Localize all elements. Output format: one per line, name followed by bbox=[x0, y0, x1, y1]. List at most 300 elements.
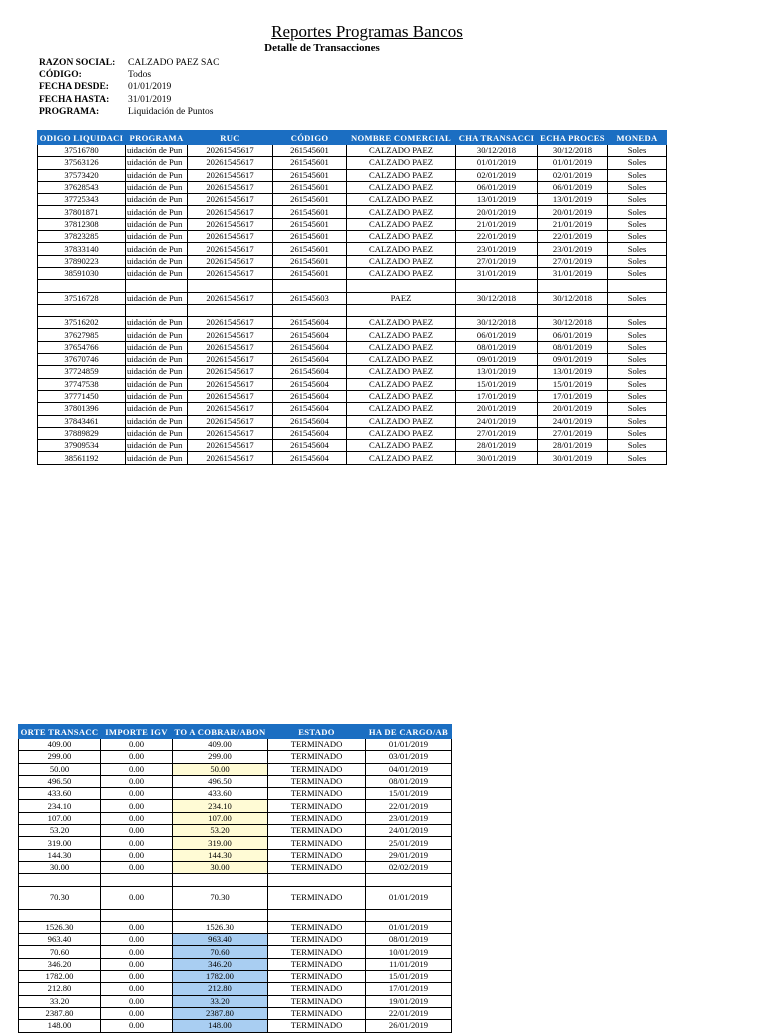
table-cell: 20261545617 bbox=[188, 243, 273, 255]
table-cell bbox=[456, 280, 538, 292]
table-cell: 261545601 bbox=[273, 255, 347, 267]
table-cell: uidación de Pun bbox=[126, 206, 188, 218]
meta-row-fecha-hasta bbox=[39, 94, 220, 106]
table-cell: TERMINADO bbox=[268, 751, 366, 763]
table-cell bbox=[101, 909, 173, 921]
table-cell: 30/12/2018 bbox=[538, 317, 608, 329]
table-cell: 01/01/2019 bbox=[366, 921, 452, 933]
table-cell: 37801871 bbox=[38, 206, 126, 218]
table-cell: Soles bbox=[608, 403, 667, 415]
table-cell: 319.00 bbox=[173, 837, 268, 849]
table-cell: 299.00 bbox=[173, 751, 268, 763]
table-cell: 0.00 bbox=[101, 934, 173, 946]
table-cell: CALZADO PAEZ bbox=[347, 218, 456, 230]
table-cell: TERMINADO bbox=[268, 1020, 366, 1032]
table-cell: Soles bbox=[608, 390, 667, 402]
table-cell: 20261545617 bbox=[188, 218, 273, 230]
table-cell: uidación de Pun bbox=[126, 181, 188, 193]
table-cell: 37833140 bbox=[38, 243, 126, 255]
table-cell: 22/01/2019 bbox=[366, 1007, 452, 1019]
table-cell: 963.40 bbox=[19, 934, 101, 946]
table-row bbox=[38, 169, 667, 181]
table-cell: 06/01/2019 bbox=[456, 181, 538, 193]
table-cell: 02/01/2019 bbox=[538, 169, 608, 181]
table-cell: CALZADO PAEZ bbox=[347, 354, 456, 366]
table-cell: CALZADO PAEZ bbox=[347, 329, 456, 341]
table-cell: uidación de Pun bbox=[126, 317, 188, 329]
table-cell: CALZADO PAEZ bbox=[347, 255, 456, 267]
table-cell: 261545601 bbox=[273, 169, 347, 181]
table-cell bbox=[366, 874, 452, 886]
table-cell: Soles bbox=[608, 415, 667, 427]
table-cell: 37670746 bbox=[38, 354, 126, 366]
table-cell: 22/01/2019 bbox=[456, 231, 538, 243]
table-row bbox=[19, 763, 452, 775]
table-cell: 0.00 bbox=[101, 958, 173, 970]
table-cell: 261545604 bbox=[273, 415, 347, 427]
table-cell: 13/01/2019 bbox=[456, 366, 538, 378]
meta-value: 01/01/2019 bbox=[128, 82, 172, 93]
table-cell: 261545601 bbox=[273, 181, 347, 193]
table-cell: 261545604 bbox=[273, 354, 347, 366]
table-cell: TERMINADO bbox=[268, 812, 366, 824]
table-cell: uidación de Pun bbox=[126, 231, 188, 243]
table-cell: 20261545617 bbox=[188, 169, 273, 181]
table-cell: 409.00 bbox=[19, 739, 101, 751]
table-cell: 37573420 bbox=[38, 169, 126, 181]
table-cell: 144.30 bbox=[173, 849, 268, 861]
table-cell: 04/01/2019 bbox=[366, 763, 452, 775]
table-cell: uidación de Pun bbox=[126, 157, 188, 169]
table-cell: TERMINADO bbox=[268, 837, 366, 849]
table-row bbox=[38, 415, 667, 427]
table-cell: 37890223 bbox=[38, 255, 126, 267]
table-cell: 319.00 bbox=[19, 837, 101, 849]
table-cell: Soles bbox=[608, 366, 667, 378]
table-row bbox=[38, 206, 667, 218]
table-cell: 2387.80 bbox=[173, 1007, 268, 1019]
table-cell: TERMINADO bbox=[268, 983, 366, 995]
meta-value: 31/01/2019 bbox=[128, 94, 172, 105]
table-cell: 70.30 bbox=[19, 886, 101, 909]
table-cell: 261545601 bbox=[273, 267, 347, 279]
table-cell: 31/01/2019 bbox=[456, 267, 538, 279]
column-header: MONEDA bbox=[608, 131, 667, 145]
table-cell: 261545601 bbox=[273, 218, 347, 230]
table-cell: TERMINADO bbox=[268, 958, 366, 970]
table-cell: 15/01/2019 bbox=[366, 971, 452, 983]
table-row bbox=[38, 440, 667, 452]
table-cell bbox=[126, 280, 188, 292]
table-cell: 28/01/2019 bbox=[538, 440, 608, 452]
spacer-row bbox=[19, 909, 452, 921]
table-cell: 107.00 bbox=[173, 812, 268, 824]
table-cell: 37843461 bbox=[38, 415, 126, 427]
table-cell: 13/01/2019 bbox=[456, 194, 538, 206]
table-cell: 212.80 bbox=[173, 983, 268, 995]
table-cell: uidación de Pun bbox=[126, 267, 188, 279]
amounts-table bbox=[18, 724, 452, 1033]
table-cell: Soles bbox=[608, 354, 667, 366]
table-row bbox=[19, 995, 452, 1007]
table-row bbox=[19, 788, 452, 800]
table-cell: Soles bbox=[608, 255, 667, 267]
table-row bbox=[19, 958, 452, 970]
table-cell bbox=[38, 280, 126, 292]
column-header: ECHA PROCES bbox=[538, 131, 608, 145]
table-row bbox=[19, 983, 452, 995]
spacer-row bbox=[19, 874, 452, 886]
table-cell: 30/12/2018 bbox=[538, 292, 608, 304]
table-row bbox=[19, 971, 452, 983]
table-cell: 261545604 bbox=[273, 427, 347, 439]
table-cell: 37563126 bbox=[38, 157, 126, 169]
table-cell: 30/12/2018 bbox=[456, 292, 538, 304]
table-cell: 22/01/2019 bbox=[366, 800, 452, 812]
table-cell: 20261545617 bbox=[188, 255, 273, 267]
table-cell: TERMINADO bbox=[268, 788, 366, 800]
table-cell: 346.20 bbox=[19, 958, 101, 970]
table-cell: Soles bbox=[608, 427, 667, 439]
column-header: CHA TRANSACCI bbox=[456, 131, 538, 145]
table-cell: PAEZ bbox=[347, 292, 456, 304]
table-cell: uidación de Pun bbox=[126, 218, 188, 230]
table-cell: 26/01/2019 bbox=[366, 1020, 452, 1032]
table-cell: 261545601 bbox=[273, 206, 347, 218]
table-cell: 20261545617 bbox=[188, 267, 273, 279]
table-cell: TERMINADO bbox=[268, 775, 366, 787]
table-cell bbox=[347, 280, 456, 292]
table-cell: 0.00 bbox=[101, 739, 173, 751]
table-cell bbox=[456, 304, 538, 316]
table-cell: 0.00 bbox=[101, 751, 173, 763]
table-row bbox=[19, 739, 452, 751]
table-cell: Soles bbox=[608, 317, 667, 329]
table-cell: Soles bbox=[608, 378, 667, 390]
table-cell: 0.00 bbox=[101, 995, 173, 1007]
table-cell: 261545604 bbox=[273, 329, 347, 341]
table-cell: Soles bbox=[608, 218, 667, 230]
table-cell: 17/01/2019 bbox=[366, 983, 452, 995]
table-cell: 0.00 bbox=[101, 763, 173, 775]
table-cell: 963.40 bbox=[173, 934, 268, 946]
table-cell: 11/01/2019 bbox=[366, 958, 452, 970]
table-cell: 37516728 bbox=[38, 292, 126, 304]
table-cell: 53.20 bbox=[19, 825, 101, 837]
table-cell: 27/01/2019 bbox=[456, 427, 538, 439]
table-cell: 20261545617 bbox=[188, 292, 273, 304]
table-cell: Soles bbox=[608, 267, 667, 279]
table-cell bbox=[101, 874, 173, 886]
table-cell: 20/01/2019 bbox=[538, 403, 608, 415]
table-cell: 28/01/2019 bbox=[456, 440, 538, 452]
report-filters bbox=[39, 57, 220, 118]
table-cell: 0.00 bbox=[101, 886, 173, 909]
table-cell bbox=[188, 280, 273, 292]
table-cell: 13/01/2019 bbox=[538, 194, 608, 206]
table-cell: CALZADO PAEZ bbox=[347, 145, 456, 157]
column-header: TO A COBRAR/ABON bbox=[174, 726, 266, 737]
table-cell: Soles bbox=[608, 452, 667, 464]
table-cell: 433.60 bbox=[173, 788, 268, 800]
table-cell: CALZADO PAEZ bbox=[347, 427, 456, 439]
table-cell: 24/01/2019 bbox=[366, 825, 452, 837]
table-cell: 09/01/2019 bbox=[456, 354, 538, 366]
table-cell: 24/01/2019 bbox=[456, 415, 538, 427]
table-cell: 0.00 bbox=[101, 861, 173, 873]
table-cell: 06/01/2019 bbox=[456, 329, 538, 341]
table-row bbox=[19, 886, 452, 909]
table-cell: 20261545617 bbox=[188, 317, 273, 329]
table-cell: 70.60 bbox=[173, 946, 268, 958]
table-cell: uidación de Pun bbox=[126, 440, 188, 452]
table-cell: CALZADO PAEZ bbox=[347, 194, 456, 206]
table-cell: 20261545617 bbox=[188, 366, 273, 378]
column-header: CÓDIGO bbox=[273, 131, 347, 145]
table-row bbox=[38, 218, 667, 230]
table-cell: 1526.30 bbox=[173, 921, 268, 933]
table-cell bbox=[538, 304, 608, 316]
table-cell bbox=[173, 909, 268, 921]
table-cell: 02/02/2019 bbox=[366, 861, 452, 873]
table-cell: 148.00 bbox=[19, 1020, 101, 1032]
table-cell: 38561192 bbox=[38, 452, 126, 464]
table-cell: 1782.00 bbox=[19, 971, 101, 983]
table-cell: TERMINADO bbox=[268, 886, 366, 909]
table-row bbox=[19, 775, 452, 787]
table-cell: 0.00 bbox=[101, 812, 173, 824]
meta-row-razon-social bbox=[39, 57, 220, 69]
table-cell bbox=[19, 909, 101, 921]
table-cell: CALZADO PAEZ bbox=[347, 169, 456, 181]
table-cell bbox=[268, 909, 366, 921]
table-cell: 15/01/2019 bbox=[538, 378, 608, 390]
meta-label: RAZON SOCIAL: bbox=[39, 58, 116, 68]
table-cell: 261545604 bbox=[273, 390, 347, 402]
table-cell: 08/01/2019 bbox=[366, 934, 452, 946]
table-cell: 37812308 bbox=[38, 218, 126, 230]
table-cell bbox=[19, 874, 101, 886]
table-cell: TERMINADO bbox=[268, 849, 366, 861]
table-cell: 30.00 bbox=[19, 861, 101, 873]
table-cell: 37724859 bbox=[38, 366, 126, 378]
table-cell: 27/01/2019 bbox=[538, 255, 608, 267]
table-cell: 496.50 bbox=[173, 775, 268, 787]
column-header: ESTADO bbox=[268, 725, 366, 739]
table-cell: Soles bbox=[608, 181, 667, 193]
table-cell: uidación de Pun bbox=[126, 329, 188, 341]
table-cell: 0.00 bbox=[101, 775, 173, 787]
table-cell: 01/01/2019 bbox=[366, 739, 452, 751]
table-cell: CALZADO PAEZ bbox=[347, 267, 456, 279]
table-cell bbox=[538, 280, 608, 292]
table-cell: 0.00 bbox=[101, 800, 173, 812]
table-row bbox=[38, 427, 667, 439]
table-cell: 20261545617 bbox=[188, 181, 273, 193]
table-cell: 06/01/2019 bbox=[538, 329, 608, 341]
table-cell: 20/01/2019 bbox=[456, 403, 538, 415]
meta-value: Liquidación de Puntos bbox=[128, 106, 214, 117]
table-cell: 20261545617 bbox=[188, 390, 273, 402]
table-cell: uidación de Pun bbox=[126, 354, 188, 366]
table-cell: uidación de Pun bbox=[126, 366, 188, 378]
column-header: RUC bbox=[188, 131, 273, 145]
table-cell: 15/01/2019 bbox=[366, 788, 452, 800]
table-cell: 30.00 bbox=[173, 861, 268, 873]
table-cell: CALZADO PAEZ bbox=[347, 415, 456, 427]
table-cell: 0.00 bbox=[101, 946, 173, 958]
table-cell bbox=[608, 304, 667, 316]
table-cell: 0.00 bbox=[101, 921, 173, 933]
table-cell: 1526.30 bbox=[19, 921, 101, 933]
table-cell bbox=[273, 280, 347, 292]
table-cell: 346.20 bbox=[173, 958, 268, 970]
table-cell: 409.00 bbox=[173, 739, 268, 751]
table-cell: uidación de Pun bbox=[126, 378, 188, 390]
table-cell: CALZADO PAEZ bbox=[347, 181, 456, 193]
table-cell: uidación de Pun bbox=[126, 194, 188, 206]
table-cell: 37801396 bbox=[38, 403, 126, 415]
report-subtitle: Detalle de Transacciones bbox=[264, 42, 380, 54]
table-cell: TERMINADO bbox=[268, 763, 366, 775]
table-row bbox=[19, 921, 452, 933]
table-cell: 0.00 bbox=[101, 788, 173, 800]
table-row bbox=[38, 317, 667, 329]
table-cell: 261545601 bbox=[273, 157, 347, 169]
table-row bbox=[38, 341, 667, 353]
table-cell: Soles bbox=[608, 341, 667, 353]
table-cell: 23/01/2019 bbox=[456, 243, 538, 255]
table-cell: Soles bbox=[608, 169, 667, 181]
table-cell bbox=[38, 304, 126, 316]
table-row bbox=[38, 194, 667, 206]
table-cell: 30/12/2018 bbox=[538, 145, 608, 157]
table-cell: uidación de Pun bbox=[126, 427, 188, 439]
table-cell: 261545604 bbox=[273, 378, 347, 390]
table-cell: Soles bbox=[608, 440, 667, 452]
table-cell: 107.00 bbox=[19, 812, 101, 824]
meta-row-programa bbox=[39, 106, 220, 118]
table-row bbox=[38, 378, 667, 390]
column-header: HA DE CARGO/AB bbox=[366, 725, 452, 739]
table-cell: TERMINADO bbox=[268, 921, 366, 933]
table-cell: 20261545617 bbox=[188, 354, 273, 366]
table-cell: 29/01/2019 bbox=[366, 849, 452, 861]
table-cell: 17/01/2019 bbox=[538, 390, 608, 402]
table-row bbox=[38, 145, 667, 157]
table-cell bbox=[188, 304, 273, 316]
table-cell: 37516780 bbox=[38, 145, 126, 157]
table-cell: 38591030 bbox=[38, 267, 126, 279]
table-row bbox=[38, 243, 667, 255]
table-row bbox=[19, 837, 452, 849]
column-header: PROGRAMA bbox=[126, 131, 188, 145]
table-cell: 20/01/2019 bbox=[456, 206, 538, 218]
table-row bbox=[38, 366, 667, 378]
table-cell: 496.50 bbox=[19, 775, 101, 787]
table-row bbox=[38, 329, 667, 341]
table-cell: 1782.00 bbox=[173, 971, 268, 983]
table-cell: 27/01/2019 bbox=[538, 427, 608, 439]
table-cell bbox=[173, 874, 268, 886]
table-cell: 02/01/2019 bbox=[456, 169, 538, 181]
table-cell: TERMINADO bbox=[268, 1007, 366, 1019]
table-cell: 212.80 bbox=[19, 983, 101, 995]
table-cell: TERMINADO bbox=[268, 946, 366, 958]
table-cell: 261545601 bbox=[273, 145, 347, 157]
table-cell: 261545604 bbox=[273, 403, 347, 415]
table-cell: 37627985 bbox=[38, 329, 126, 341]
table-cell: 20261545617 bbox=[188, 427, 273, 439]
table-cell: 234.10 bbox=[173, 800, 268, 812]
table-cell: 50.00 bbox=[173, 763, 268, 775]
table-cell: 53.20 bbox=[173, 825, 268, 837]
meta-label: FECHA DESDE: bbox=[39, 82, 109, 93]
table-cell: 299.00 bbox=[19, 751, 101, 763]
table-cell: 37516202 bbox=[38, 317, 126, 329]
table-cell: 08/01/2019 bbox=[538, 341, 608, 353]
table-cell: Soles bbox=[608, 206, 667, 218]
table-cell: 37628543 bbox=[38, 181, 126, 193]
table-cell bbox=[347, 304, 456, 316]
table-cell: 01/01/2019 bbox=[366, 886, 452, 909]
table-cell: 37654766 bbox=[38, 341, 126, 353]
table-cell: CALZADO PAEZ bbox=[347, 206, 456, 218]
meta-value: CALZADO PAEZ SAC bbox=[128, 58, 220, 68]
table-cell: 261545604 bbox=[273, 366, 347, 378]
table-cell: 50.00 bbox=[19, 763, 101, 775]
table-cell: 27/01/2019 bbox=[456, 255, 538, 267]
table-cell: 21/01/2019 bbox=[538, 218, 608, 230]
table-cell: uidación de Pun bbox=[126, 390, 188, 402]
table-cell: 20261545617 bbox=[188, 403, 273, 415]
table-cell: 31/01/2019 bbox=[538, 267, 608, 279]
table-cell: CALZADO PAEZ bbox=[347, 452, 456, 464]
meta-label: PROGRAMA: bbox=[39, 106, 100, 117]
table-cell: 70.60 bbox=[19, 946, 101, 958]
table-cell: CALZADO PAEZ bbox=[347, 243, 456, 255]
table-cell: 22/01/2019 bbox=[538, 231, 608, 243]
table-cell: 37823285 bbox=[38, 231, 126, 243]
column-header: ORTE TRANSACC bbox=[19, 725, 101, 739]
table-cell: Soles bbox=[608, 292, 667, 304]
table-cell: TERMINADO bbox=[268, 934, 366, 946]
table-cell: 03/01/2019 bbox=[366, 751, 452, 763]
table-cell: 0.00 bbox=[101, 1007, 173, 1019]
table-cell: 0.00 bbox=[101, 837, 173, 849]
table-cell: TERMINADO bbox=[268, 825, 366, 837]
table-row bbox=[38, 390, 667, 402]
table-cell bbox=[268, 874, 366, 886]
table-cell: 30/12/2018 bbox=[456, 145, 538, 157]
table-header-row bbox=[38, 131, 667, 145]
table-cell: 20261545617 bbox=[188, 206, 273, 218]
table-cell: 33.20 bbox=[19, 995, 101, 1007]
table-cell: TERMINADO bbox=[268, 995, 366, 1007]
table-cell: 234.10 bbox=[19, 800, 101, 812]
table-cell: uidación de Pun bbox=[126, 415, 188, 427]
table-cell: 261545603 bbox=[273, 292, 347, 304]
report-title: Reportes Programas Bancos bbox=[271, 22, 463, 41]
table-cell: TERMINADO bbox=[268, 861, 366, 873]
table-cell: 08/01/2019 bbox=[456, 341, 538, 353]
table-cell: 15/01/2019 bbox=[456, 378, 538, 390]
table-cell: 37909534 bbox=[38, 440, 126, 452]
table-cell: Soles bbox=[608, 243, 667, 255]
table-cell: 261545604 bbox=[273, 452, 347, 464]
table-cell: 25/01/2019 bbox=[366, 837, 452, 849]
table-row bbox=[38, 403, 667, 415]
